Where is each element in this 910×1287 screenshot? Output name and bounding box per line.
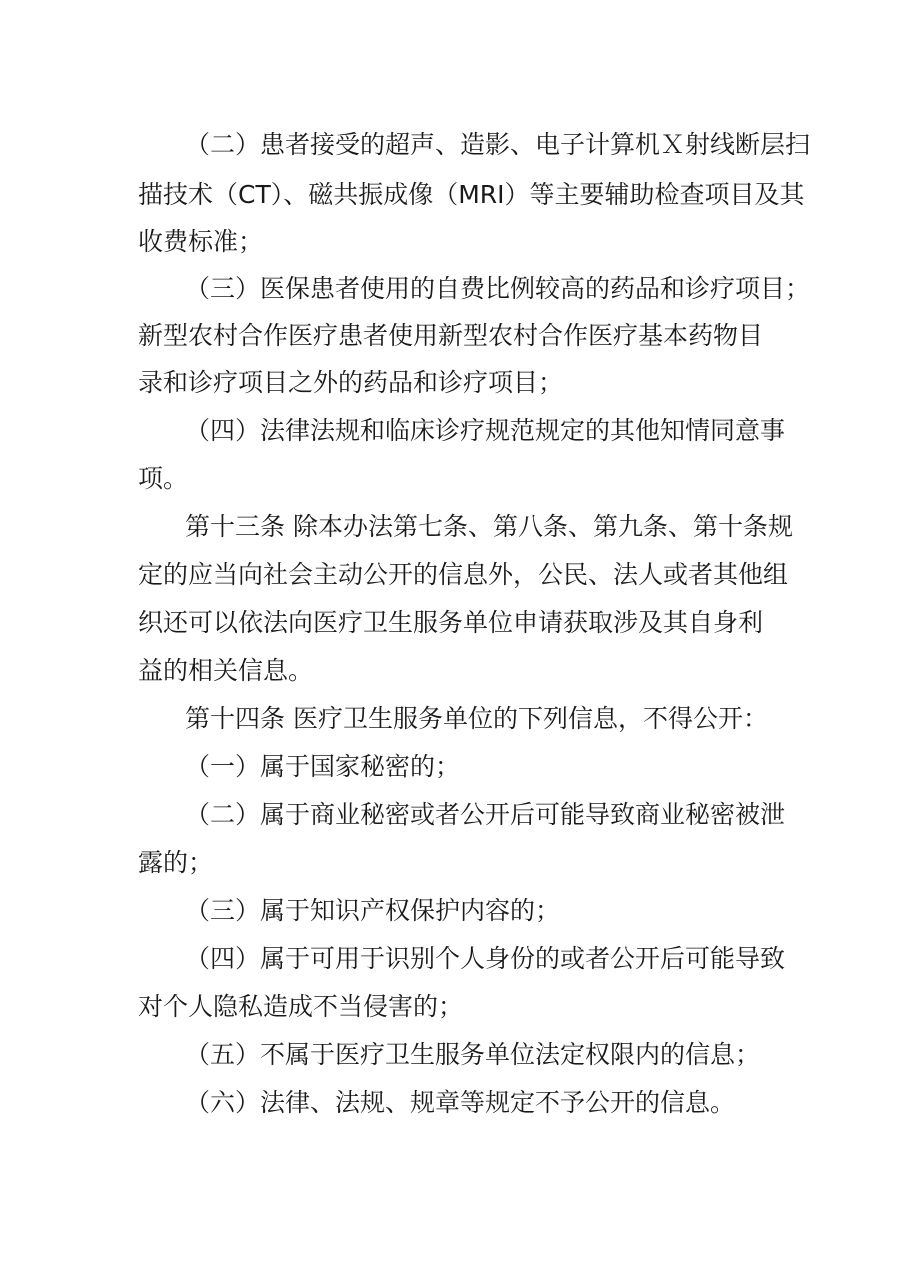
text-line: （四）属于可用于识别个人身份的或者公开后可能导致 xyxy=(185,944,786,973)
text-line: 第十三条 除本办法第七条、第八条、第九条、第十条规 xyxy=(185,512,793,541)
text-line: 新型农村合作医疗患者使用新型农村合作医疗基本药物目 xyxy=(138,321,764,350)
text-line: （四）法律法规和临床诊疗规范规定的其他知情同意事 xyxy=(185,416,786,445)
text-line: （五）不属于医疗卫生服务单位法定权限内的信息； xyxy=(185,1040,761,1069)
text-line: 益的相关信息。 xyxy=(138,656,314,685)
text-line: 定的应当向社会主动公开的信息外，公民、法人或者其他组 xyxy=(138,560,789,589)
text-line: （一）属于国家秘密的； xyxy=(185,752,461,781)
text-line: 对个人隐私造成不当侵害的； xyxy=(138,992,464,1021)
text-line: （六）法律、法规、规章等规定不予公开的信息。 xyxy=(185,1088,736,1117)
text-line: 织还可以依法向医疗卫生服务单位申请获取涉及其自身利 xyxy=(138,608,764,637)
text-line: （三）医保患者使用的自费比例较高的药品和诊疗项目； xyxy=(185,274,811,303)
text-line: 录和诊疗项目之外的药品和诊疗项目； xyxy=(138,368,564,397)
text-line: 收费标准； xyxy=(138,227,264,256)
text-line: 项。 xyxy=(138,464,189,493)
text-line: 第十四条 医疗卫生服务单位的下列信息，不得公开： xyxy=(185,704,768,733)
text-line: （二）属于商业秘密或者公开后可能导致商业秘密被泄 xyxy=(185,800,786,829)
text-line: 描技术（CT）、磁共振成像（MRI）等主要辅助检查项目及其 xyxy=(138,180,805,209)
text-line: 露的； xyxy=(138,848,214,877)
text-line: （三）属于知识产权保护内容的； xyxy=(185,896,561,925)
text-line: （二）患者接受的超声、造影、电子计算机Ｘ射线断层扫 xyxy=(185,130,811,159)
